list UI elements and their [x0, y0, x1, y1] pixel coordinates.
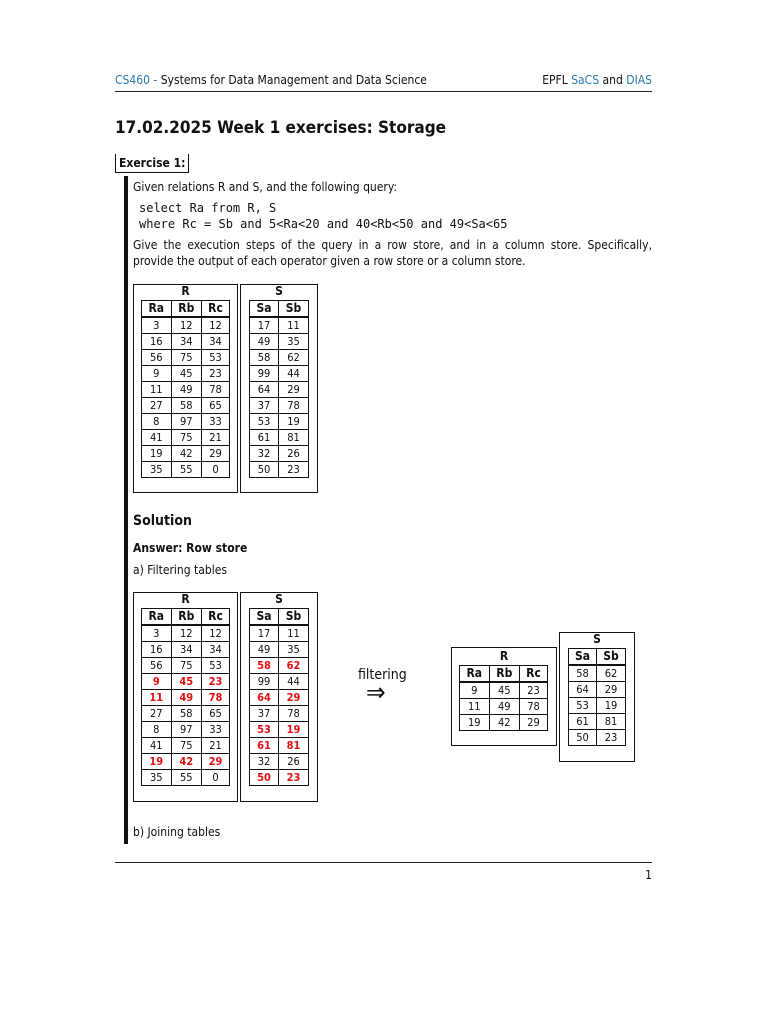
table-row	[250, 382, 309, 398]
table-row	[250, 706, 309, 722]
table-r-highlighted-title: R	[181, 592, 190, 606]
table-row	[250, 350, 309, 366]
table-row	[250, 334, 309, 350]
table-cell: 81	[597, 714, 626, 730]
table-cell: 58	[250, 350, 279, 366]
course-header: CS460 - Systems for Data Management and Data Science	[115, 73, 427, 87]
table-cell: 35	[279, 334, 309, 350]
table-row	[250, 430, 309, 446]
table-cell: 61	[569, 714, 597, 730]
table-cell: 97	[171, 722, 201, 738]
table-cell: 26	[279, 754, 309, 770]
table-cell: 78	[519, 699, 547, 715]
column-header: Sb	[279, 609, 309, 626]
table-cell: 53	[201, 350, 229, 366]
table-cell: 12	[201, 317, 229, 334]
table-cell: 49	[250, 642, 279, 658]
table-cell: 45	[171, 674, 201, 690]
table-row	[250, 446, 309, 462]
table-cell: 9	[142, 366, 172, 382]
filtered-r-frame	[451, 647, 557, 746]
table-cell: 55	[171, 462, 201, 478]
table-row	[569, 665, 626, 682]
table-cell: 58	[171, 398, 201, 414]
table-cell: 0	[201, 462, 229, 478]
table-cell: 78	[201, 382, 229, 398]
table-cell: 34	[201, 334, 229, 350]
column-header: Rb	[171, 301, 201, 318]
table-cell: 12	[171, 625, 201, 642]
table-cell: 16	[142, 642, 172, 658]
table-cell: 65	[201, 706, 229, 722]
table-row	[250, 414, 309, 430]
table-cell: 0	[201, 770, 229, 786]
query-line-1: select Ra from R, S	[139, 201, 277, 215]
table-cell: 23	[201, 674, 229, 690]
step-a-label: a) Filtering tables	[133, 563, 228, 577]
table-r-highlighted-frame	[133, 592, 238, 802]
table-cell: 19	[279, 414, 309, 430]
table-row	[142, 754, 230, 770]
table-cell: 34	[171, 334, 201, 350]
filtering-label: filtering	[358, 667, 407, 683]
table-cell: 17	[250, 317, 279, 334]
filtered-s-title: S	[593, 632, 601, 646]
table-cell: 53	[201, 658, 229, 674]
footer-rule	[115, 862, 652, 863]
table-s-highlighted	[249, 608, 309, 786]
table-row	[250, 658, 309, 674]
table-cell: 21	[201, 430, 229, 446]
table-cell: 11	[142, 382, 172, 398]
exercise-label: Exercise 1:	[115, 154, 189, 173]
table-row	[142, 770, 230, 786]
table-cell: 44	[279, 674, 309, 690]
table-cell: 50	[250, 462, 279, 478]
column-header: Sb	[597, 649, 626, 666]
table-row	[250, 462, 309, 478]
table-s-highlighted-title: S	[275, 592, 283, 606]
table-cell: 49	[171, 690, 201, 706]
table-cell: 29	[597, 682, 626, 698]
table-cell: 12	[201, 625, 229, 642]
table-cell: 99	[250, 366, 279, 382]
table-row	[250, 722, 309, 738]
table-row	[142, 430, 230, 446]
table-cell: 23	[279, 462, 309, 478]
table-cell: 32	[250, 446, 279, 462]
page-number: 1	[645, 868, 652, 882]
table-cell: 19	[279, 722, 309, 738]
table-row	[250, 738, 309, 754]
table-cell: 16	[142, 334, 172, 350]
table-row	[569, 714, 626, 730]
table-row	[460, 699, 548, 715]
table-cell: 50	[250, 770, 279, 786]
table-cell: 33	[201, 722, 229, 738]
table-cell: 97	[171, 414, 201, 430]
table-row	[250, 674, 309, 690]
table-cell: 11	[142, 690, 172, 706]
table-cell: 56	[142, 658, 172, 674]
table-cell: 23	[597, 730, 626, 746]
table-cell: 9	[142, 674, 172, 690]
table-r-title: R	[181, 284, 190, 298]
table-row	[250, 625, 309, 642]
table-cell: 49	[250, 334, 279, 350]
column-header: Rc	[519, 666, 547, 683]
table-r-frame	[133, 284, 238, 493]
table-cell: 53	[569, 698, 597, 714]
solution-heading: Solution	[133, 513, 192, 529]
table-cell: 29	[201, 446, 229, 462]
table-cell: 75	[171, 658, 201, 674]
table-cell: 56	[142, 350, 172, 366]
table-cell: 37	[250, 706, 279, 722]
table-cell: 19	[142, 446, 172, 462]
table-row	[569, 698, 626, 714]
table-cell: 23	[201, 366, 229, 382]
table-cell: 9	[460, 682, 490, 699]
table-row	[142, 350, 230, 366]
table-cell: 19	[460, 715, 490, 731]
table-row	[142, 446, 230, 462]
table-row	[142, 414, 230, 430]
instructions-text: Give the execution steps of the query in a row store, and in a column store. Specifically, provide the output of each operator given a row store or a column store.	[133, 238, 652, 268]
answer-label: Answer: Row store	[133, 541, 248, 555]
table-cell: 34	[201, 642, 229, 658]
table-cell: 75	[171, 738, 201, 754]
table-cell: 62	[279, 658, 309, 674]
table-cell: 23	[279, 770, 309, 786]
column-header: Rb	[489, 666, 519, 683]
table-row	[142, 625, 230, 642]
table-cell: 26	[279, 446, 309, 462]
filtered-s	[568, 648, 626, 746]
table-row	[569, 730, 626, 746]
table-cell: 75	[171, 430, 201, 446]
lab-dias: DIAS	[626, 73, 652, 87]
table-cell: 49	[171, 382, 201, 398]
table-cell: 11	[279, 625, 309, 642]
table-cell: 27	[142, 398, 172, 414]
table-cell: 29	[519, 715, 547, 731]
column-header: Sa	[569, 649, 597, 666]
table-cell: 29	[201, 754, 229, 770]
table-cell: 53	[250, 414, 279, 430]
column-header: Rc	[201, 301, 229, 318]
table-cell: 35	[142, 770, 172, 786]
table-cell: 61	[250, 430, 279, 446]
table-cell: 78	[279, 398, 309, 414]
table-row	[250, 317, 309, 334]
table-row	[142, 382, 230, 398]
table-cell: 19	[597, 698, 626, 714]
table-row	[250, 690, 309, 706]
intro-text: Given relations R and S, and the following query:	[133, 180, 397, 194]
table-cell: 78	[201, 690, 229, 706]
header-rule	[115, 91, 652, 92]
table-cell: 75	[171, 350, 201, 366]
table-row	[142, 366, 230, 382]
table-cell: 99	[250, 674, 279, 690]
table-row	[142, 658, 230, 674]
column-header: Ra	[142, 301, 172, 318]
table-cell: 11	[279, 317, 309, 334]
table-cell: 35	[279, 642, 309, 658]
table-cell: 37	[250, 398, 279, 414]
table-cell: 50	[569, 730, 597, 746]
table-cell: 33	[201, 414, 229, 430]
table-cell: 3	[142, 317, 172, 334]
table-cell: 21	[201, 738, 229, 754]
table-cell: 45	[489, 682, 519, 699]
table-cell: 29	[279, 382, 309, 398]
table-row	[250, 398, 309, 414]
table-cell: 8	[142, 414, 172, 430]
table-cell: 64	[250, 690, 279, 706]
table-row	[142, 674, 230, 690]
filtered-s-frame	[559, 632, 635, 762]
table-cell: 35	[142, 462, 172, 478]
table-cell: 45	[171, 366, 201, 382]
filtered-r-title: R	[499, 649, 509, 663]
table-cell: 42	[171, 754, 201, 770]
table-cell: 42	[171, 446, 201, 462]
table-cell: 58	[250, 658, 279, 674]
table-cell: 29	[279, 690, 309, 706]
table-s-highlighted-frame	[240, 592, 318, 802]
table-cell: 81	[279, 738, 309, 754]
table-row	[142, 642, 230, 658]
table-row	[142, 738, 230, 754]
table-cell: 41	[142, 430, 172, 446]
table-cell: 34	[171, 642, 201, 658]
table-row	[142, 462, 230, 478]
exercise-bar	[124, 176, 128, 844]
table-cell: 62	[597, 665, 626, 682]
table-row	[460, 682, 548, 699]
table-cell: 32	[250, 754, 279, 770]
table-cell: 81	[279, 430, 309, 446]
table-cell: 17	[250, 625, 279, 642]
table-cell: 58	[569, 665, 597, 682]
table-row	[250, 770, 309, 786]
table-cell: 61	[250, 738, 279, 754]
page-title: 17.02.2025 Week 1 exercises: Storage	[115, 118, 447, 138]
table-s-frame	[240, 284, 318, 493]
table-row	[569, 682, 626, 698]
table-cell: 58	[171, 706, 201, 722]
table-cell: 53	[250, 722, 279, 738]
course-code: CS460	[115, 73, 150, 87]
table-cell: 55	[171, 770, 201, 786]
table-row	[250, 642, 309, 658]
table-cell: 49	[489, 699, 519, 715]
table-cell: 19	[142, 754, 172, 770]
column-header: Rc	[201, 609, 229, 626]
table-cell: 62	[279, 350, 309, 366]
table-cell: 65	[201, 398, 229, 414]
table-row	[142, 317, 230, 334]
table-r	[141, 300, 230, 478]
table-cell: 23	[519, 682, 547, 699]
step-b-label: b) Joining tables	[133, 825, 221, 839]
table-cell: 44	[279, 366, 309, 382]
column-header: Sb	[279, 301, 309, 318]
table-row	[142, 706, 230, 722]
column-header: Sa	[250, 609, 279, 626]
table-s	[249, 300, 309, 478]
table-row	[142, 722, 230, 738]
table-cell: 27	[142, 706, 172, 722]
table-cell: 12	[171, 317, 201, 334]
table-cell: 78	[279, 706, 309, 722]
column-header: Rb	[171, 609, 201, 626]
table-row	[250, 366, 309, 382]
table-cell: 41	[142, 738, 172, 754]
column-header: Ra	[142, 609, 172, 626]
table-cell: 3	[142, 625, 172, 642]
table-s-title: S	[275, 284, 283, 298]
table-cell: 8	[142, 722, 172, 738]
course-title: Systems for Data Management and Data Science	[160, 73, 427, 87]
table-cell: 64	[569, 682, 597, 698]
table-row	[250, 754, 309, 770]
table-row	[142, 398, 230, 414]
table-cell: 42	[489, 715, 519, 731]
table-row	[142, 334, 230, 350]
right-arrow-icon: ⇒	[366, 678, 386, 708]
query-line-2: where Rc = Sb and 5<Ra<20 and 40<Rb<50 and 49<Sa<65	[139, 217, 508, 231]
filtered-r	[459, 665, 548, 731]
table-r-highlighted	[141, 608, 230, 786]
table-cell: 64	[250, 382, 279, 398]
table-cell: 11	[460, 699, 490, 715]
table-row	[460, 715, 548, 731]
column-header: Sa	[250, 301, 279, 318]
table-row	[142, 690, 230, 706]
lab-sacs: SaCS	[571, 73, 600, 87]
column-header: Ra	[460, 666, 490, 683]
lab-header: EPFL SaCS and DIAS	[542, 73, 652, 87]
